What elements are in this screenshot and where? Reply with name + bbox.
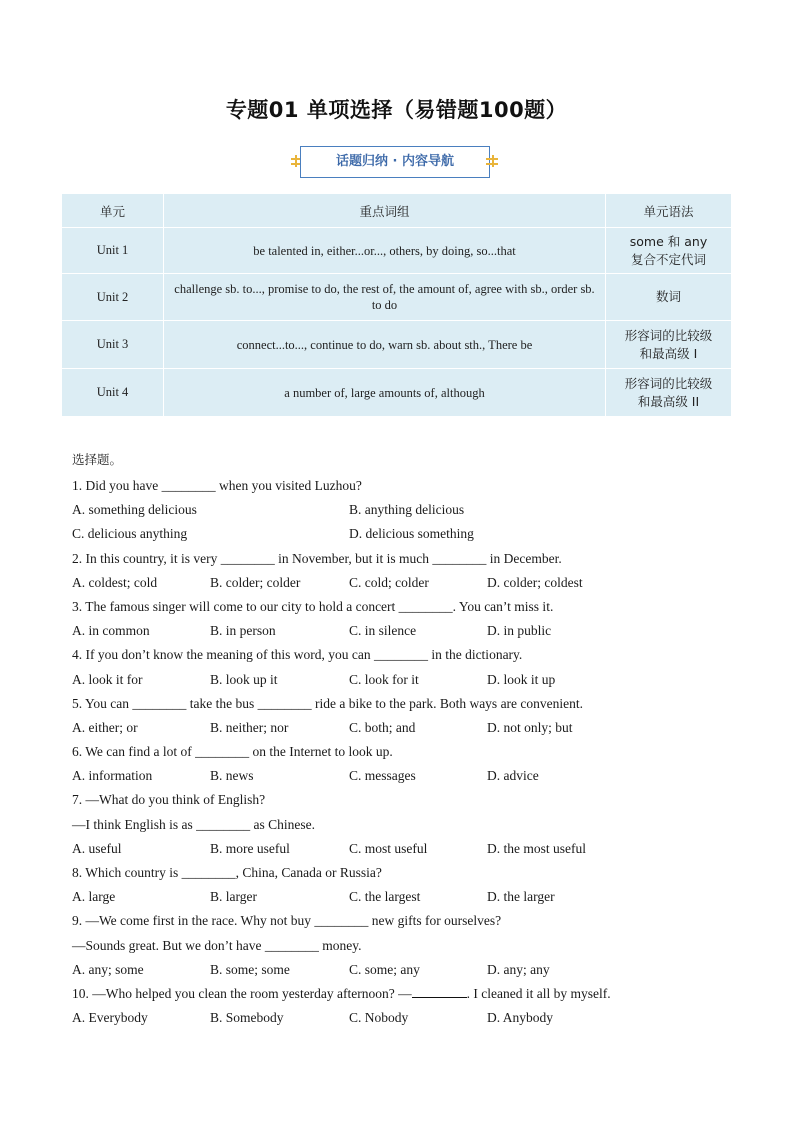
- unit-cell: Unit 3: [62, 321, 164, 369]
- question-stem: 1. Did you have ________ when you visited Luzhou?: [72, 478, 362, 493]
- option-a[interactable]: A. coldest; cold: [72, 574, 158, 590]
- option-d[interactable]: D. the most useful: [487, 840, 586, 856]
- option-a[interactable]: A. any; some: [72, 961, 144, 977]
- option-c[interactable]: C. messages: [349, 768, 416, 784]
- grammar-cell: 数词: [606, 274, 732, 321]
- options-row: [72, 498, 732, 522]
- question-stem: 7. —What do you think of English?: [72, 792, 266, 808]
- option-b[interactable]: B. larger: [210, 889, 257, 905]
- option-d[interactable]: D. not only; but: [487, 719, 573, 735]
- option-c[interactable]: C. delicious anything: [72, 526, 188, 542]
- phrases-cell: challenge sb. to..., promise to do, the rest of, the amount of, agree with sb., order sb. to do: [164, 274, 606, 321]
- option-a[interactable]: A. large: [72, 889, 116, 905]
- option-d[interactable]: D. the larger: [487, 889, 555, 905]
- option-a[interactable]: A. information: [72, 768, 153, 784]
- options-row: [72, 837, 732, 861]
- question-stem: 6. We can find a lot of ________ on the Internet to look up.: [72, 744, 393, 760]
- option-c[interactable]: C. look for it: [349, 671, 419, 687]
- question-stem: 8. Which country is ________, China, Canada or Russia?: [72, 865, 382, 880]
- question-stem: 3. The famous singer will come to our city to hold a concert ________. You can’t miss it.: [72, 598, 554, 614]
- phrases-cell: connect...to..., continue to do, warn sb. about sth., There be: [164, 321, 606, 369]
- page-title: 专题01 单项选择（易错题100题）: [225, 98, 568, 122]
- question-stem: 4. If you don’t know the meaning of this word, you can ________ in the dictionary.: [72, 647, 523, 663]
- grammar-cell: 形容词的比较级 和最高级 I: [606, 321, 732, 369]
- question-stem: —I think English is as ________ as Chinese.: [72, 816, 315, 832]
- options-row: [72, 522, 732, 546]
- option-c[interactable]: C. some; any: [349, 961, 420, 977]
- phrases-cell: a number of, large amounts of, although: [164, 369, 606, 417]
- option-b[interactable]: B. in person: [210, 623, 276, 639]
- question-list: [72, 474, 732, 1030]
- option-b[interactable]: B. neither; nor: [210, 719, 289, 735]
- option-c[interactable]: C. in silence: [349, 623, 417, 639]
- options-row: [72, 716, 732, 740]
- option-c[interactable]: C. the largest: [349, 889, 421, 905]
- options-row: [72, 1006, 732, 1030]
- options-row: [72, 885, 732, 909]
- option-a[interactable]: A. something delicious: [72, 502, 197, 518]
- options-row: [72, 619, 732, 643]
- options-row: [72, 958, 732, 982]
- option-c[interactable]: C. cold; colder: [349, 574, 429, 590]
- unit-overview-table: [62, 194, 732, 417]
- option-a[interactable]: A. look it for: [72, 671, 143, 687]
- table-row: [62, 274, 732, 321]
- section-label: 选择题。: [72, 452, 123, 467]
- question-stem: 9. —We come first in the race. Why not buy ________ new gifts for ourselves?: [72, 913, 502, 929]
- option-d[interactable]: D. advice: [487, 768, 539, 784]
- table-row: [62, 228, 732, 274]
- option-b[interactable]: B. more useful: [210, 840, 290, 856]
- option-a[interactable]: A. useful: [72, 840, 122, 856]
- question-stem: 5. You can ________ take the bus ________ ride a bike to the park. Both ways are convenient.: [72, 695, 584, 711]
- option-b[interactable]: B. some; some: [210, 961, 290, 977]
- grammar-cell: 形容词的比较级 和最高级 II: [606, 369, 732, 417]
- option-a[interactable]: A. Everybody: [72, 1010, 148, 1026]
- unit-cell: Unit 1: [62, 228, 164, 274]
- option-b[interactable]: B. news: [210, 768, 254, 784]
- option-b[interactable]: B. look up it: [210, 671, 278, 687]
- option-c[interactable]: C. both; and: [349, 719, 416, 735]
- option-d[interactable]: D. look it up: [487, 671, 556, 687]
- option-b[interactable]: B. anything delicious: [349, 502, 465, 518]
- option-c[interactable]: C. Nobody: [349, 1010, 409, 1026]
- unit-cell: Unit 4: [62, 369, 164, 417]
- option-d[interactable]: D. Anybody: [487, 1010, 554, 1026]
- answer-blank: [412, 983, 467, 998]
- phrases-cell: be talented in, either...or..., others, by doing, so...that: [164, 228, 606, 274]
- question-stem: —Sounds great. But we don’t have ________ money.: [72, 937, 362, 953]
- grammar-cell: some 和 any 复合不定代词: [606, 228, 732, 274]
- header-unit: 单元: [62, 194, 164, 228]
- table-row: [62, 369, 732, 417]
- question-stem: 2. In this country, it is very ________ in November, but it is much ________ in December.: [72, 550, 562, 566]
- options-row: [72, 571, 732, 595]
- content-navigation-banner: 话题归纳 · 内容导航: [300, 146, 490, 178]
- option-d[interactable]: D. delicious something: [349, 526, 474, 542]
- header-phrases: 重点词组: [164, 194, 606, 228]
- question-stem: 10. —Who helped you clean the room yesterday afternoon? — . I cleaned it all by myself.: [72, 982, 732, 1006]
- unit-cell: Unit 2: [62, 274, 164, 321]
- option-b[interactable]: B. Somebody: [210, 1010, 284, 1026]
- option-d[interactable]: D. in public: [487, 623, 552, 639]
- option-b[interactable]: B. colder; colder: [210, 574, 301, 590]
- option-d[interactable]: D. any; any: [487, 961, 550, 977]
- option-a[interactable]: A. either; or: [72, 719, 138, 735]
- header-grammar: 单元语法: [606, 194, 732, 228]
- right-decoration-icon: [486, 155, 498, 167]
- option-c[interactable]: C. most useful: [349, 840, 428, 856]
- options-row: [72, 764, 732, 788]
- option-d[interactable]: D. colder; coldest: [487, 574, 583, 590]
- options-row: [72, 668, 732, 692]
- option-a[interactable]: A. in common: [72, 623, 150, 639]
- table-row: [62, 321, 732, 369]
